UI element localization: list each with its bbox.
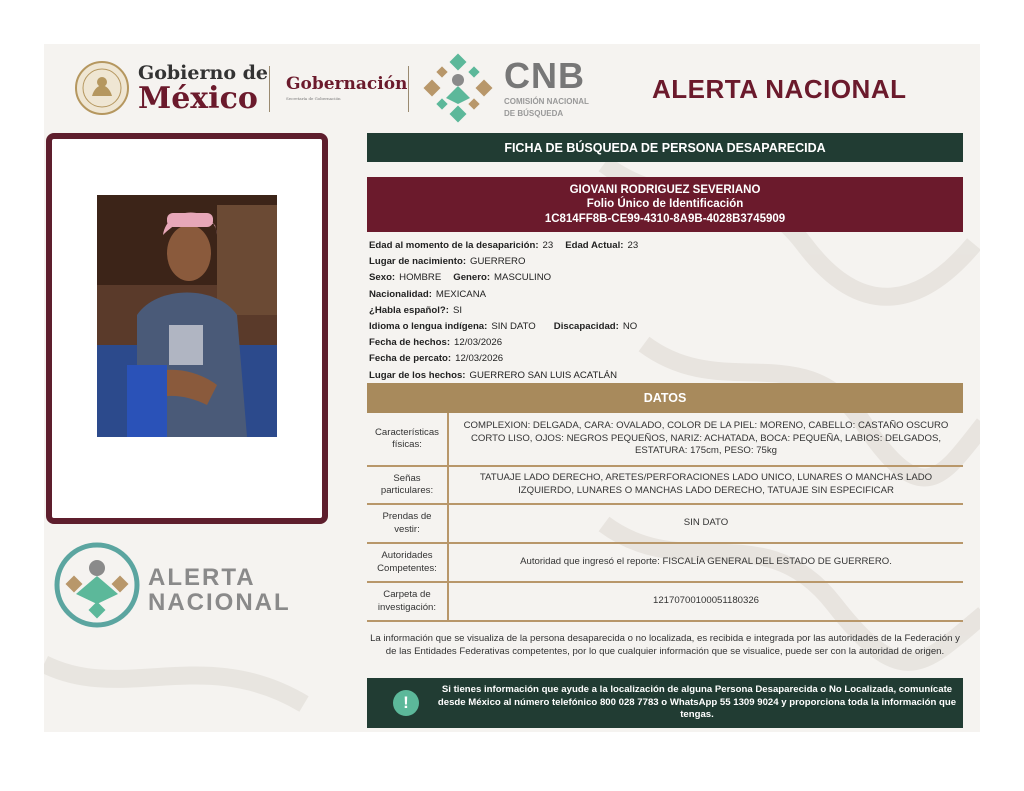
table-row	[367, 504, 963, 543]
gobierno-de-mexico-wordmark	[138, 64, 268, 114]
gobierno-line1: Gobierno de	[138, 62, 268, 84]
datos-value: SIN DATO	[448, 504, 963, 543]
detail-row	[369, 351, 959, 367]
detail-value: SI	[452, 304, 463, 316]
detail-label: Lugar de nacimiento:	[369, 256, 467, 268]
detail-value: SIN DATO	[491, 321, 536, 333]
detail-value: NO	[622, 321, 638, 333]
datos-value: TATUAJE LADO DERECHO, ARETES/PERFORACIONES LADO UNICO, LUNARES O MANCHAS LADO IZQUIERDO, LUNARES O MANCHAS LADO DERECHO, TATUAJE SIN ESPECIFICAR	[448, 466, 963, 504]
detail-label: Idioma o lengua indígena:	[369, 321, 488, 333]
detail-row	[369, 254, 959, 270]
datos-key: Señas particulares:	[367, 466, 448, 504]
datos-key: Carpeta de investigación:	[367, 582, 448, 621]
detail-value: GUERRERO	[470, 256, 526, 268]
datos-key: Autoridades Competentes:	[367, 543, 448, 582]
detail-row	[369, 368, 959, 384]
cnb-line1: COMISIÓN NACIONAL	[504, 97, 589, 106]
detail-label: Genero:	[453, 272, 491, 284]
gobernacion-title: Gobernación	[286, 74, 408, 94]
alerta-nacional-logo-icon	[54, 542, 140, 628]
cnb-acronym: CNB	[504, 55, 585, 96]
gobierno-line2: México	[138, 81, 258, 116]
detail-label: Lugar de los hechos:	[369, 369, 466, 381]
table-row	[367, 582, 963, 621]
mexico-seal-icon	[74, 60, 130, 116]
folio-label: Folio Único de Identificación	[586, 198, 744, 211]
datos-header: DATOS	[367, 383, 963, 413]
gobernacion-wordmark	[286, 74, 407, 101]
person-header	[367, 177, 963, 232]
photo-frame	[46, 133, 328, 524]
table-row	[367, 466, 963, 504]
detail-row	[369, 287, 959, 303]
alerta-nacional-wordmark	[148, 565, 291, 615]
detail-label: Fecha de hechos:	[369, 337, 451, 349]
datos-value: COMPLEXION: DELGADA, CARA: OVALADO, COLOR DE LA PIEL: MORENO, CABELLO: CASTAÑO OSCURO CORTO LISO, OJOS: NEGROS PEQUEÑOS, NARIZ: ACHATADA, BOCA: PEQUEÑA, LABIOS: DELGADOS, ESTATURA: 175cm, PESO: 75kg	[448, 413, 963, 466]
alert-info-icon: !	[393, 690, 419, 716]
search-sheet	[44, 44, 980, 732]
alert-title: ALERTA NACIONAL	[652, 74, 907, 104]
datos-key: Características físicas:	[367, 413, 448, 466]
detail-label: Fecha de percato:	[369, 353, 452, 365]
detail-label: Edad Actual:	[565, 240, 624, 251]
detail-row	[369, 270, 959, 286]
cnb-logo-icon	[420, 52, 496, 124]
person-name: GIOVANI RODRIGUEZ SEVERIANO	[569, 183, 761, 196]
alerta-line1: ALERTA	[148, 564, 256, 591]
header-divider	[269, 66, 270, 112]
gobernacion-subtitle: Secretaría de Gobernación	[286, 96, 341, 101]
datos-value: 12170700100051180326	[448, 582, 963, 621]
person-details	[369, 238, 959, 384]
alerta-line2: NACIONAL	[148, 589, 291, 617]
detail-row	[369, 303, 959, 319]
detail-value: MEXICANA	[435, 288, 487, 300]
disclaimer-text: La información que se visualiza de la persona desaparecida o no localizada, es recibida e integrada por las autoridades de la Federación y de las Entidades Federativas competentes, por lo que cualquier información que se visualice, puede ser con la autoridad de origen.	[370, 633, 960, 658]
table-row	[367, 543, 963, 582]
detail-value: GUERRERO SAN LUIS ACATLÁN	[469, 369, 617, 381]
detail-value: 12/03/2026	[454, 337, 503, 349]
detail-value: 12/03/2026	[455, 353, 504, 365]
sheet-title: FICHA DE BÚSQUEDA DE PERSONA DESAPARECIDA	[367, 133, 963, 162]
detail-label: Nacionalidad:	[369, 288, 432, 300]
detail-row	[369, 238, 959, 254]
cnb-wordmark	[504, 55, 589, 119]
contact-text: Si tienes información que ayude a la localización de alguna Persona Desaparecida o No Localizada, comunícate desde México al número telefónico 800 028 7783 o WhatsApp 55 1309 9024 y proporciona toda la información que tengas.	[437, 683, 957, 721]
detail-row	[369, 319, 959, 335]
datos-key: Prendas de vestir:	[367, 504, 448, 543]
cnb-line2: DE BÚSQUEDA	[504, 109, 564, 119]
detail-label: Sexo:	[369, 272, 396, 284]
detail-value: MASCULINO	[494, 272, 552, 284]
detail-label: ¿Habla español?:	[369, 304, 449, 316]
detail-label: Discapacidad:	[553, 321, 619, 333]
detail-label: Edad al momento de la desaparición:	[369, 240, 539, 251]
missing-person-photo	[97, 195, 277, 437]
header-divider	[408, 66, 409, 112]
detail-value: 23	[627, 240, 639, 251]
contact-banner	[367, 678, 963, 728]
detail-value: 23	[542, 240, 554, 251]
datos-value: Autoridad que ingresó el reporte: FISCALÍA GENERAL DEL ESTADO DE GUERRERO.	[448, 543, 963, 582]
detail-row	[369, 335, 959, 351]
datos-table	[367, 413, 963, 622]
folio-value: 1C814FF8B-CE99-4310-8A9B-4028B3745909	[544, 212, 786, 225]
table-row	[367, 413, 963, 466]
detail-value: HOMBRE	[399, 272, 442, 284]
